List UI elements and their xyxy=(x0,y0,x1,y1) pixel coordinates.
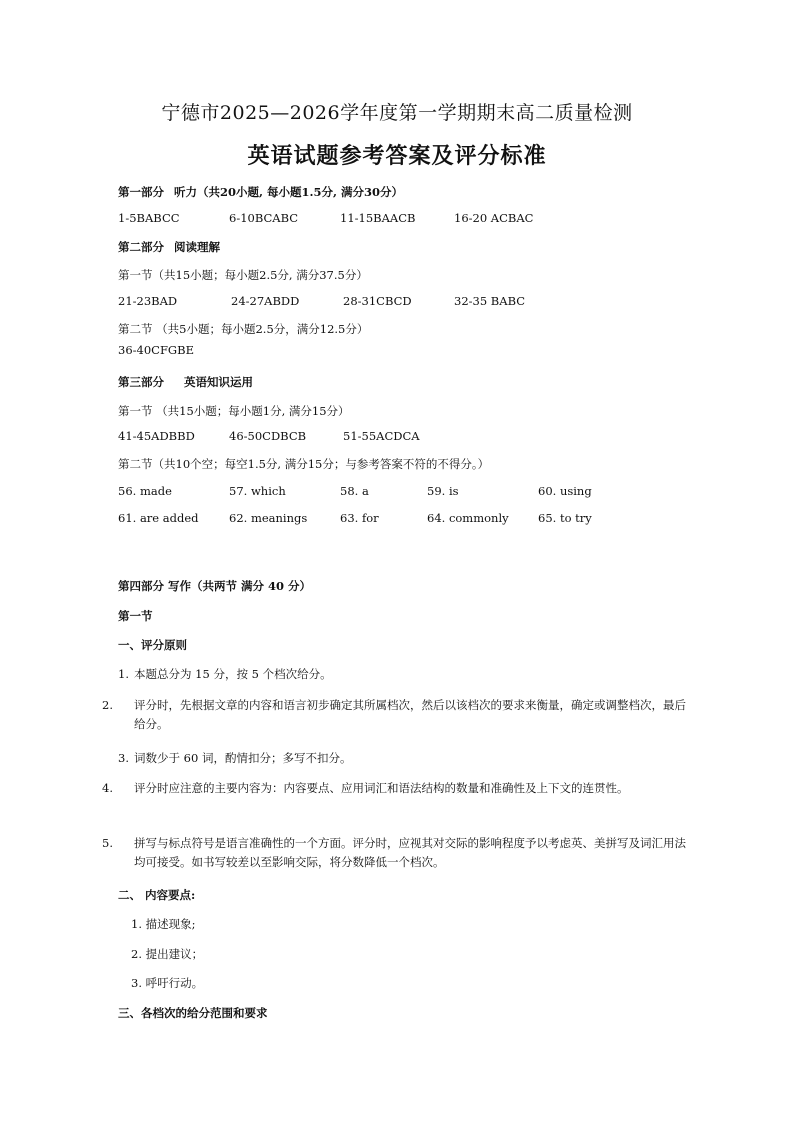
point-number: 3. xyxy=(131,976,142,990)
part3-s1-answer-3: 51-55ACDCA xyxy=(343,429,420,443)
blank-answer-64: 64. commonly xyxy=(427,511,509,525)
part2-section1-heading: 第一节（共15小题；每小题2.5分, 满分37.5分） xyxy=(118,268,368,282)
part2-section2-heading: 第二节 （共5小题；每小题2.5分，满分12.5分） xyxy=(118,322,369,336)
principle-number: 3. xyxy=(118,751,129,765)
part1-answer-2: 6-10BCABC xyxy=(229,211,299,225)
principle-number: 1. xyxy=(118,667,129,681)
blank-answer-62: 62. meanings xyxy=(229,511,308,525)
point-text: 提出建议； xyxy=(145,947,204,961)
part2-s1-answer-2: 24-27ABDD xyxy=(231,294,300,308)
part4-section1-heading: 第一节 xyxy=(118,609,153,623)
blank-answer-60: 60. using xyxy=(538,484,592,498)
part2-s1-answer-4: 32-35 BABC xyxy=(454,294,526,308)
part1-answer-3: 11-15BAACB xyxy=(340,211,416,225)
principle-item-5 xyxy=(102,834,694,872)
principle-text: 评分时，先根据文章的内容和语言初步确定其所属档次，然后以该档次的要求来衡量，确定或调整档次，最后给分。 xyxy=(134,698,686,731)
principle-text: 本题总分为 15 分，按 5 个档次给分。 xyxy=(134,667,332,681)
part2-label: 第二部分 xyxy=(118,240,164,254)
point-number: 1. xyxy=(131,917,142,931)
principle-text: 评分时应注意的主要内容为：内容要点、应用词汇和语法结构的数量和准确性及上下文的连贯性。 xyxy=(134,781,629,795)
content-point-3 xyxy=(131,975,203,991)
principle-number: 4. xyxy=(102,781,113,795)
principle-item-3 xyxy=(118,749,678,768)
part3-s1-answer-2: 46-50CDBCB xyxy=(229,429,307,443)
blank-answer-59: 59. is xyxy=(427,484,459,498)
part2-s1-answer-1: 21-23BAD xyxy=(118,294,178,308)
content-point-2 xyxy=(131,946,203,962)
blank-answer-61: 61. are added xyxy=(118,511,199,525)
part3-label: 第三部分 xyxy=(118,375,164,389)
part2-heading xyxy=(118,239,220,255)
part1-title: 听力（共20小题, 每小题1.5分, 满分30分） xyxy=(174,185,404,199)
part4-heading: 第四部分 写作（共两节 满分 40 分） xyxy=(118,579,312,593)
principle-number: 2. xyxy=(102,698,113,712)
point-text: 描述现象; xyxy=(145,917,196,931)
principle-item-2 xyxy=(102,696,694,734)
content-points-heading: 二、 内容要点: xyxy=(118,888,196,902)
content-point-1 xyxy=(131,916,196,932)
blank-answer-58: 58. a xyxy=(340,484,369,498)
principles-heading: 一、评分原则 xyxy=(118,638,187,652)
document-title: 宁德市2025—2026学年度第一学期期末高二质量检测 xyxy=(161,102,633,124)
point-number: 2. xyxy=(131,947,142,961)
part1-heading xyxy=(118,184,403,200)
blank-answer-63: 63. for xyxy=(340,511,379,525)
principle-item-4 xyxy=(102,779,694,798)
principle-item-1 xyxy=(118,665,678,684)
principle-text: 词数少于 60 词，酌情扣分；多写不扣分。 xyxy=(134,751,352,765)
point-text: 呼吁行动。 xyxy=(145,976,204,990)
principle-text: 拼写与标点符号是语言准确性的一个方面。评分时，应视其对交际的影响程度予以考虑英、美拼写及词汇用法均可接受。如书写较差以至影响交际，将分数降低一个档次。 xyxy=(134,836,686,869)
principle-number: 5. xyxy=(102,836,113,850)
blank-answer-65: 65. to try xyxy=(538,511,592,525)
part3-title: 英语知识运用 xyxy=(184,375,253,389)
part1-answer-4: 16-20 ACBAC xyxy=(454,211,534,225)
part1-answer-1: 1-5BABCC xyxy=(118,211,180,225)
part2-s1-answer-3: 28-31CBCD xyxy=(343,294,412,308)
part3-heading xyxy=(118,374,253,390)
part1-label: 第一部分 xyxy=(118,185,164,199)
part3-section2-heading: 第二节（共10个空；每空1.5分, 满分15分；与参考答案不符的不得分。） xyxy=(118,457,490,471)
blank-answer-57: 57. which xyxy=(229,484,286,498)
document-subtitle: 英语试题参考答案及评分标准 xyxy=(247,143,547,169)
blank-answer-56: 56. made xyxy=(118,484,172,498)
part3-section1-heading: 第一节 （共15小题；每小题1分, 满分15分） xyxy=(118,404,350,418)
part3-s1-answer-1: 41-45ADBBD xyxy=(118,429,195,443)
part2-title: 阅读理解 xyxy=(174,240,220,254)
levels-heading: 三、各档次的给分范围和要求 xyxy=(118,1006,268,1020)
part2-s2-answer-1: 36-40CFGBE xyxy=(118,343,194,357)
